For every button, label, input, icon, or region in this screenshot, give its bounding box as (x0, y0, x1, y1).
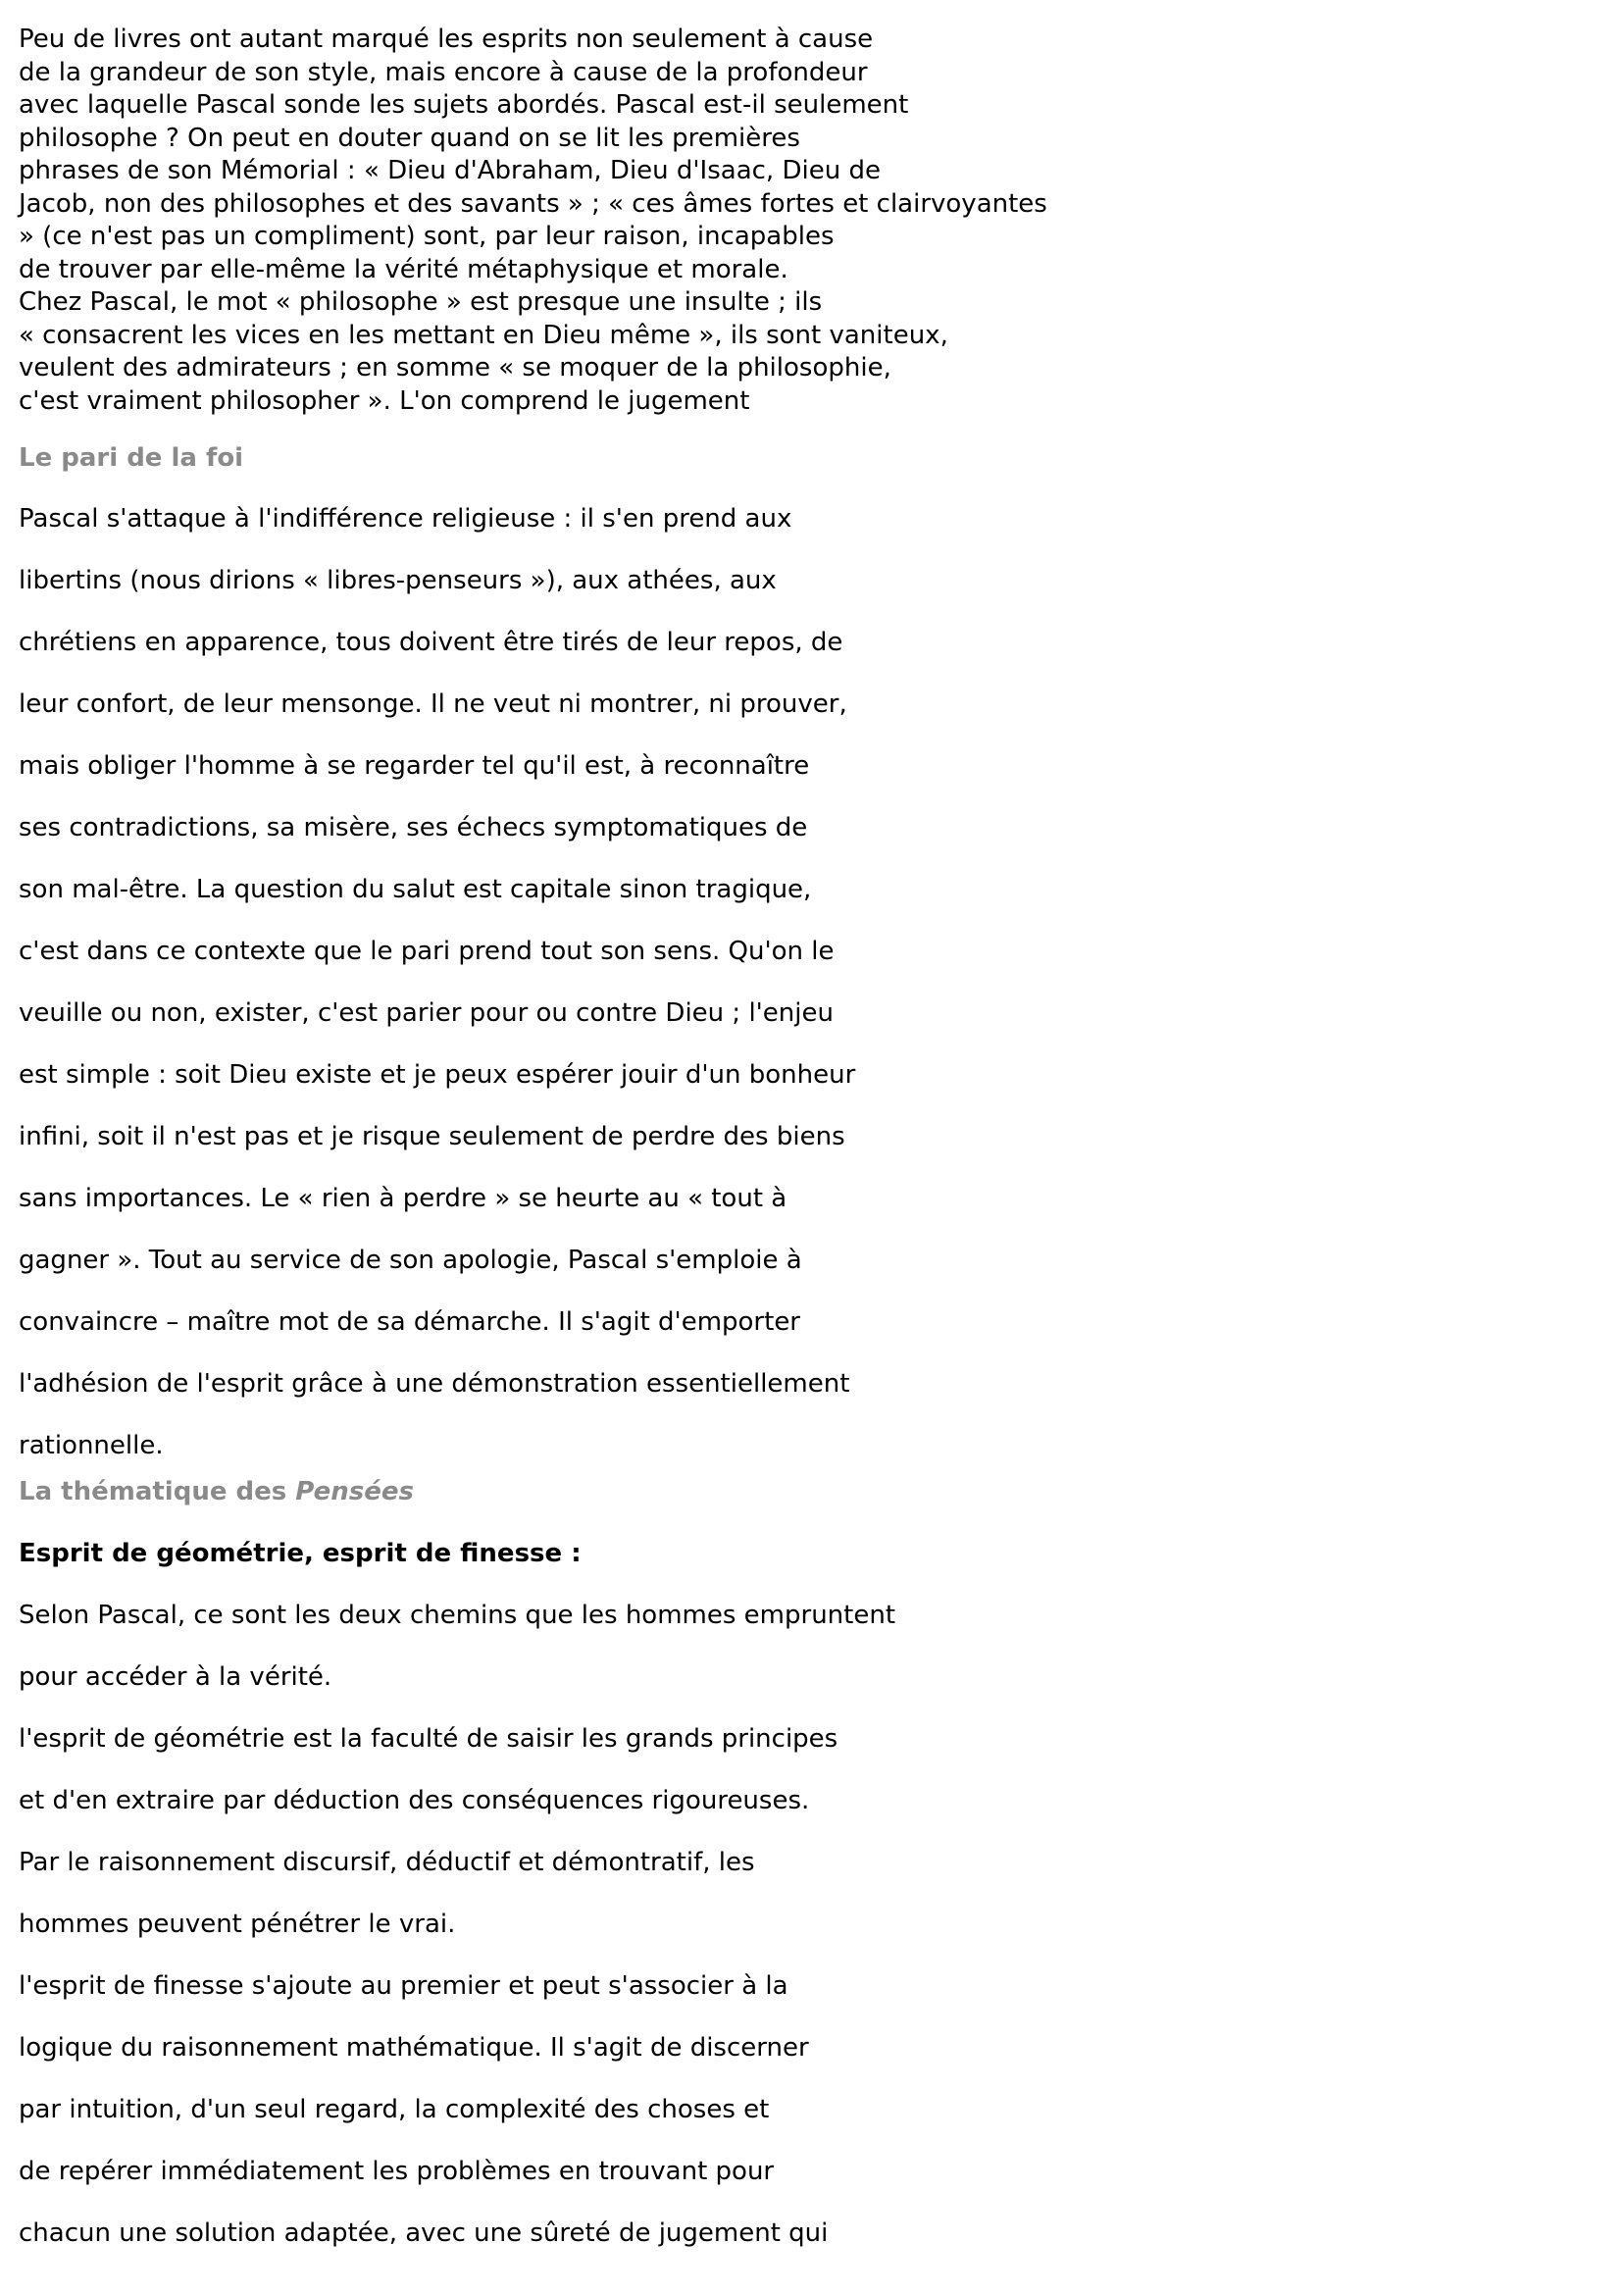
text-line: convaincre – maître mot de sa démarche. Il s'agit d'emporter (19, 1307, 800, 1337)
text-line: de la grandeur de son style, mais encore à cause de la profondeur (19, 57, 868, 87)
intro-paragraph (19, 24, 1588, 418)
text-line: son mal-être. La question du salut est capitale sinon tragique, (19, 875, 812, 904)
section-heading-pari: Le pari de la foi (19, 443, 244, 473)
text-line: Jacob, non des philosophes et des savants » ; « ces âmes fortes et clairvoyantes (19, 188, 1047, 219)
text-line: sans importances. Le « rien à perdre » se heurte au « tout à (19, 1184, 787, 1213)
text-line: Selon Pascal, ce sont les deux chemins que les hommes empruntent (19, 1601, 896, 1630)
text-line: mais obliger l'homme à se regarder tel qu'il est, à reconnaître (19, 751, 810, 781)
text-line: « consacrent les vices en les mettant en Dieu même », ils sont vaniteux, (19, 320, 948, 350)
text-line: hommes peuvent pénétrer le vrai. (19, 1910, 456, 1939)
text-line: veulent des admirateurs ; en somme « se moquer de la philosophie, (19, 353, 891, 382)
text-line: chrétiens en apparence, tous doivent être tirés de leur repos, de (19, 628, 843, 657)
heading-italic-title: Pensées (295, 1477, 415, 1506)
pari-paragraph (19, 502, 1588, 1475)
text-line: l'adhésion de l'esprit grâce à une démonstration essentiellement (19, 1369, 850, 1399)
text-line: Peu de livres ont autant marqué les esprits non seulement à cause (19, 25, 874, 54)
text-line: est simple : soit Dieu existe et je peux espérer jouir d'un bonheur (19, 1060, 856, 1090)
text-line: et d'en extraire par déduction des conséquences rigoureuses. (19, 1786, 810, 1815)
heading-prefix: La thématique des (19, 1477, 296, 1506)
text-line: avec laquelle Pascal sonde les sujets abordés. Pascal est-il seulement (19, 90, 909, 120)
document-page (19, 24, 1588, 2278)
text-line: gagner ». Tout au service de son apologie, Pascal s'emploie à (19, 1246, 802, 1275)
text-line: Pascal s'attaque à l'indifférence religieuse : il s'en prend aux (19, 504, 792, 534)
text-line: pour accéder à la vérité. (19, 1662, 332, 1692)
section-heading-thematique (19, 1475, 1588, 1537)
text-line: » (ce n'est pas un compliment) sont, par leur raison, incapables (19, 222, 835, 251)
thematique-paragraph (19, 1599, 1588, 2278)
text-line: Par le raisonnement discursif, déductif et démontratif, les (19, 1848, 755, 1877)
subheading-esprit: Esprit de géométrie, esprit de finesse : (19, 1539, 582, 1568)
text-line: c'est vraiment philosopher ». L'on comprend le jugement (19, 385, 750, 416)
text-line: veuille ou non, exister, c'est parier pour ou contre Dieu ; l'enjeu (19, 998, 834, 1028)
text-line: de trouver par elle-même la vérité métaphysique et morale. (19, 254, 788, 284)
text-line: de repérer immédiatement les problèmes en trouvant pour (19, 2157, 775, 2186)
text-line: infini, soit il n'est pas et je risque seulement de perdre des biens (19, 1122, 845, 1151)
text-line: chacun une solution adaptée, avec une sûreté de jugement qui (19, 2218, 829, 2248)
text-line: rationnelle. (19, 1431, 164, 1460)
text-line: phrases de son Mémorial : « Dieu d'Abraham, Dieu d'Isaac, Dieu de (19, 156, 881, 185)
text-line: libertins (nous dirions « libres-penseurs »), aux athées, aux (19, 566, 777, 595)
text-line: ses contradictions, sa misère, ses échecs symptomatiques de (19, 813, 808, 842)
text-line: Chez Pascal, le mot « philosophe » est presque une insulte ; ils (19, 287, 823, 317)
text-line: par intuition, d'un seul regard, la complexité des choses et (19, 2095, 770, 2124)
text-line: philosophe ? On peut en douter quand on se lit les premières (19, 123, 800, 153)
text-line: leur confort, de leur mensonge. Il ne veut ni montrer, ni prouver, (19, 689, 847, 719)
text-line: logique du raisonnement mathématique. Il s'agit de discerner (19, 2033, 809, 2063)
text-line: c'est dans ce contexte que le pari prend tout son sens. Qu'on le (19, 937, 835, 966)
text-line: l'esprit de finesse s'ajoute au premier et peut s'associer à la (19, 1971, 788, 2001)
text-line: l'esprit de géométrie est la faculté de saisir les grands principes (19, 1724, 838, 1754)
